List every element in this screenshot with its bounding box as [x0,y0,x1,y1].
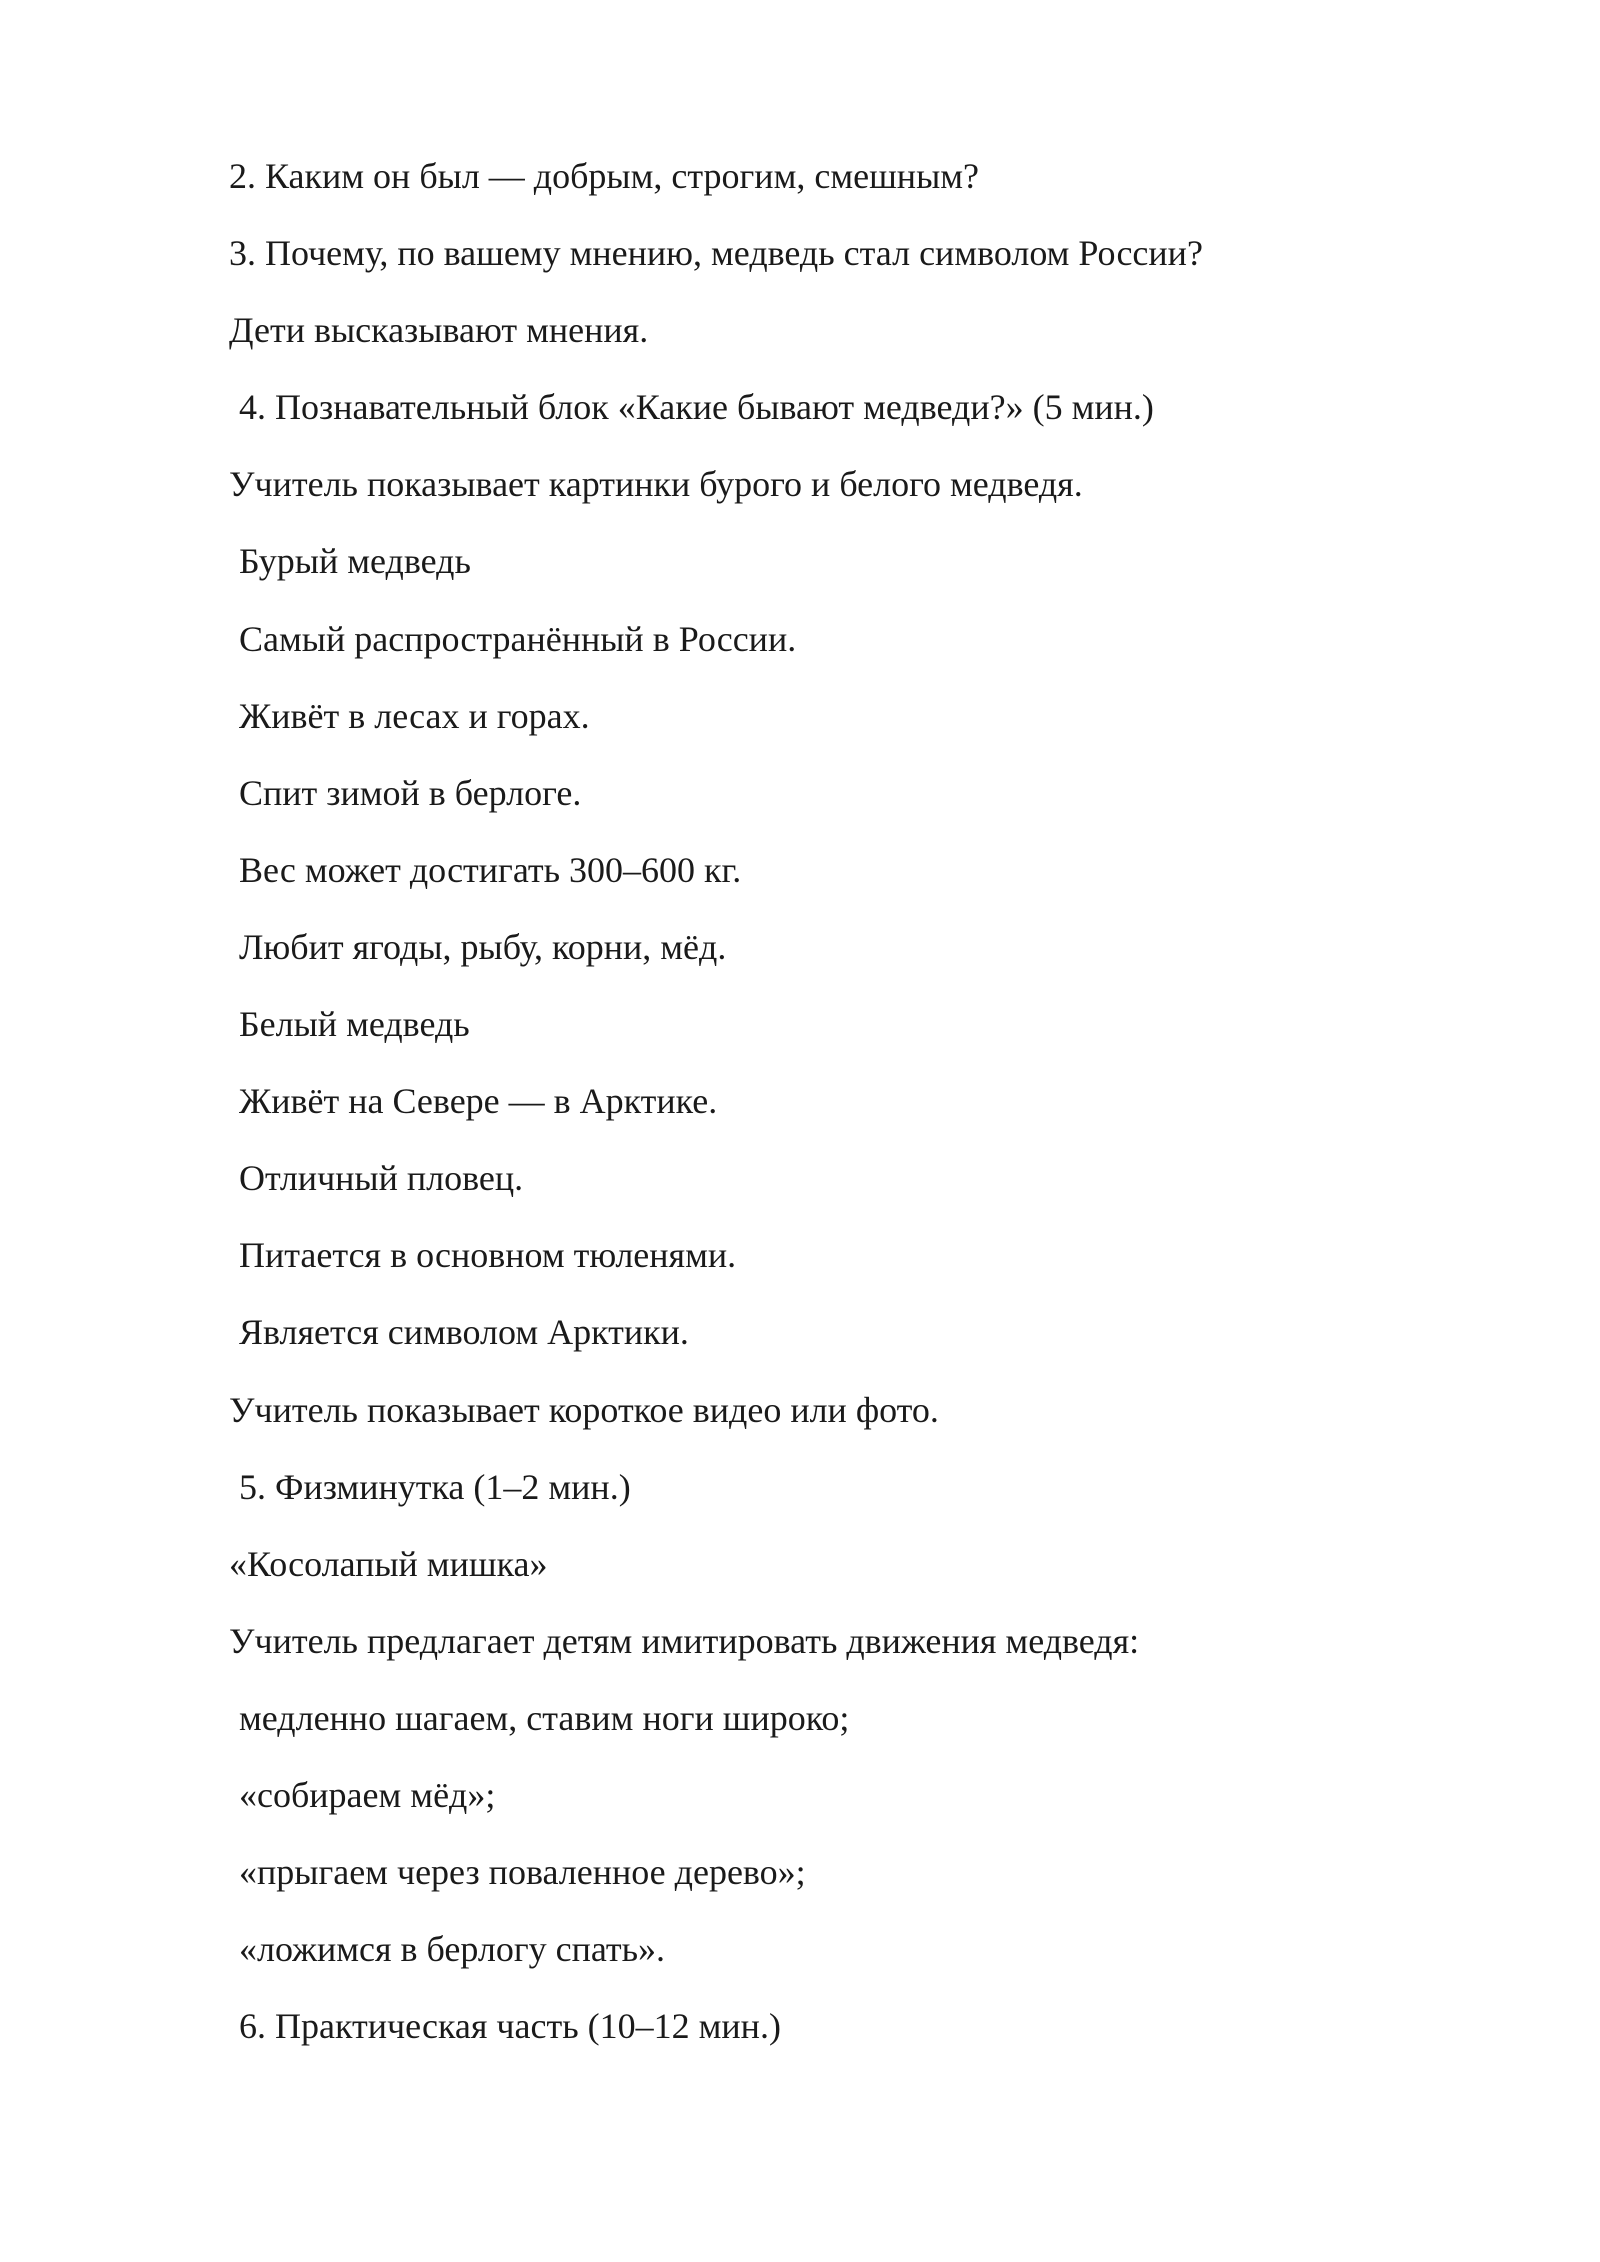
movement-item-4: «ложимся в берлогу спать». [239,1929,666,1970]
document-body [229,150,1429,2077]
exercise-title: «Косолапый мишка» [229,1543,548,1584]
movement-item-1: медленно шагаем, ставим ноги широко; [239,1697,850,1738]
section-heading-4: 4. Познавательный блок «Какие бывают медведи?» (5 мин.) [239,387,1154,428]
polar-bear-fact-1: Живёт на Севере — в Арктике. [239,1081,718,1122]
question-2: 2. Каким он был — добрым, строгим, смешным? [229,156,980,196]
brown-bear-fact-4: Вес может достигать 300–600 кг. [239,849,742,890]
movement-item-3: «прыгаем через поваленное дерево»; [239,1852,806,1893]
brown-bear-fact-2: Живёт в лесах и горах. [239,695,590,736]
section-heading-5: 5. Физминутка (1–2 мин.) [239,1466,631,1507]
brown-bear-fact-1: Самый распространённый в России. [239,618,797,659]
brown-bear-fact-3: Спит зимой в берлоге. [239,772,582,813]
polar-bear-fact-4: Является символом Арктики. [239,1312,689,1353]
paragraph-children-opinions: Дети высказывают мнения. [229,310,649,351]
subheading-polar-bear: Белый медведь [239,1004,470,1045]
question-3: 3. Почему, по вашему мнению, медведь стал символом России? [229,233,1203,274]
brown-bear-fact-5: Любит ягоды, рыбу, корни, мёд. [239,926,727,967]
polar-bear-fact-2: Отличный пловец. [239,1158,524,1199]
movement-item-2: «собираем мёд»; [239,1774,496,1815]
subheading-brown-bear: Бурый медведь [239,541,471,582]
paragraph-teacher-video: Учитель показывает короткое видео или фото. [229,1389,939,1430]
polar-bear-fact-3: Питается в основном тюленями. [239,1235,737,1276]
paragraph-teacher-pictures: Учитель показывает картинки бурого и белого медведя. [229,464,1083,505]
paragraph-teacher-movements: Учитель предлагает детям имитировать движения медведя: [229,1620,1140,1661]
section-heading-6: 6. Практическая часть (10–12 мин.) [239,2006,781,2047]
